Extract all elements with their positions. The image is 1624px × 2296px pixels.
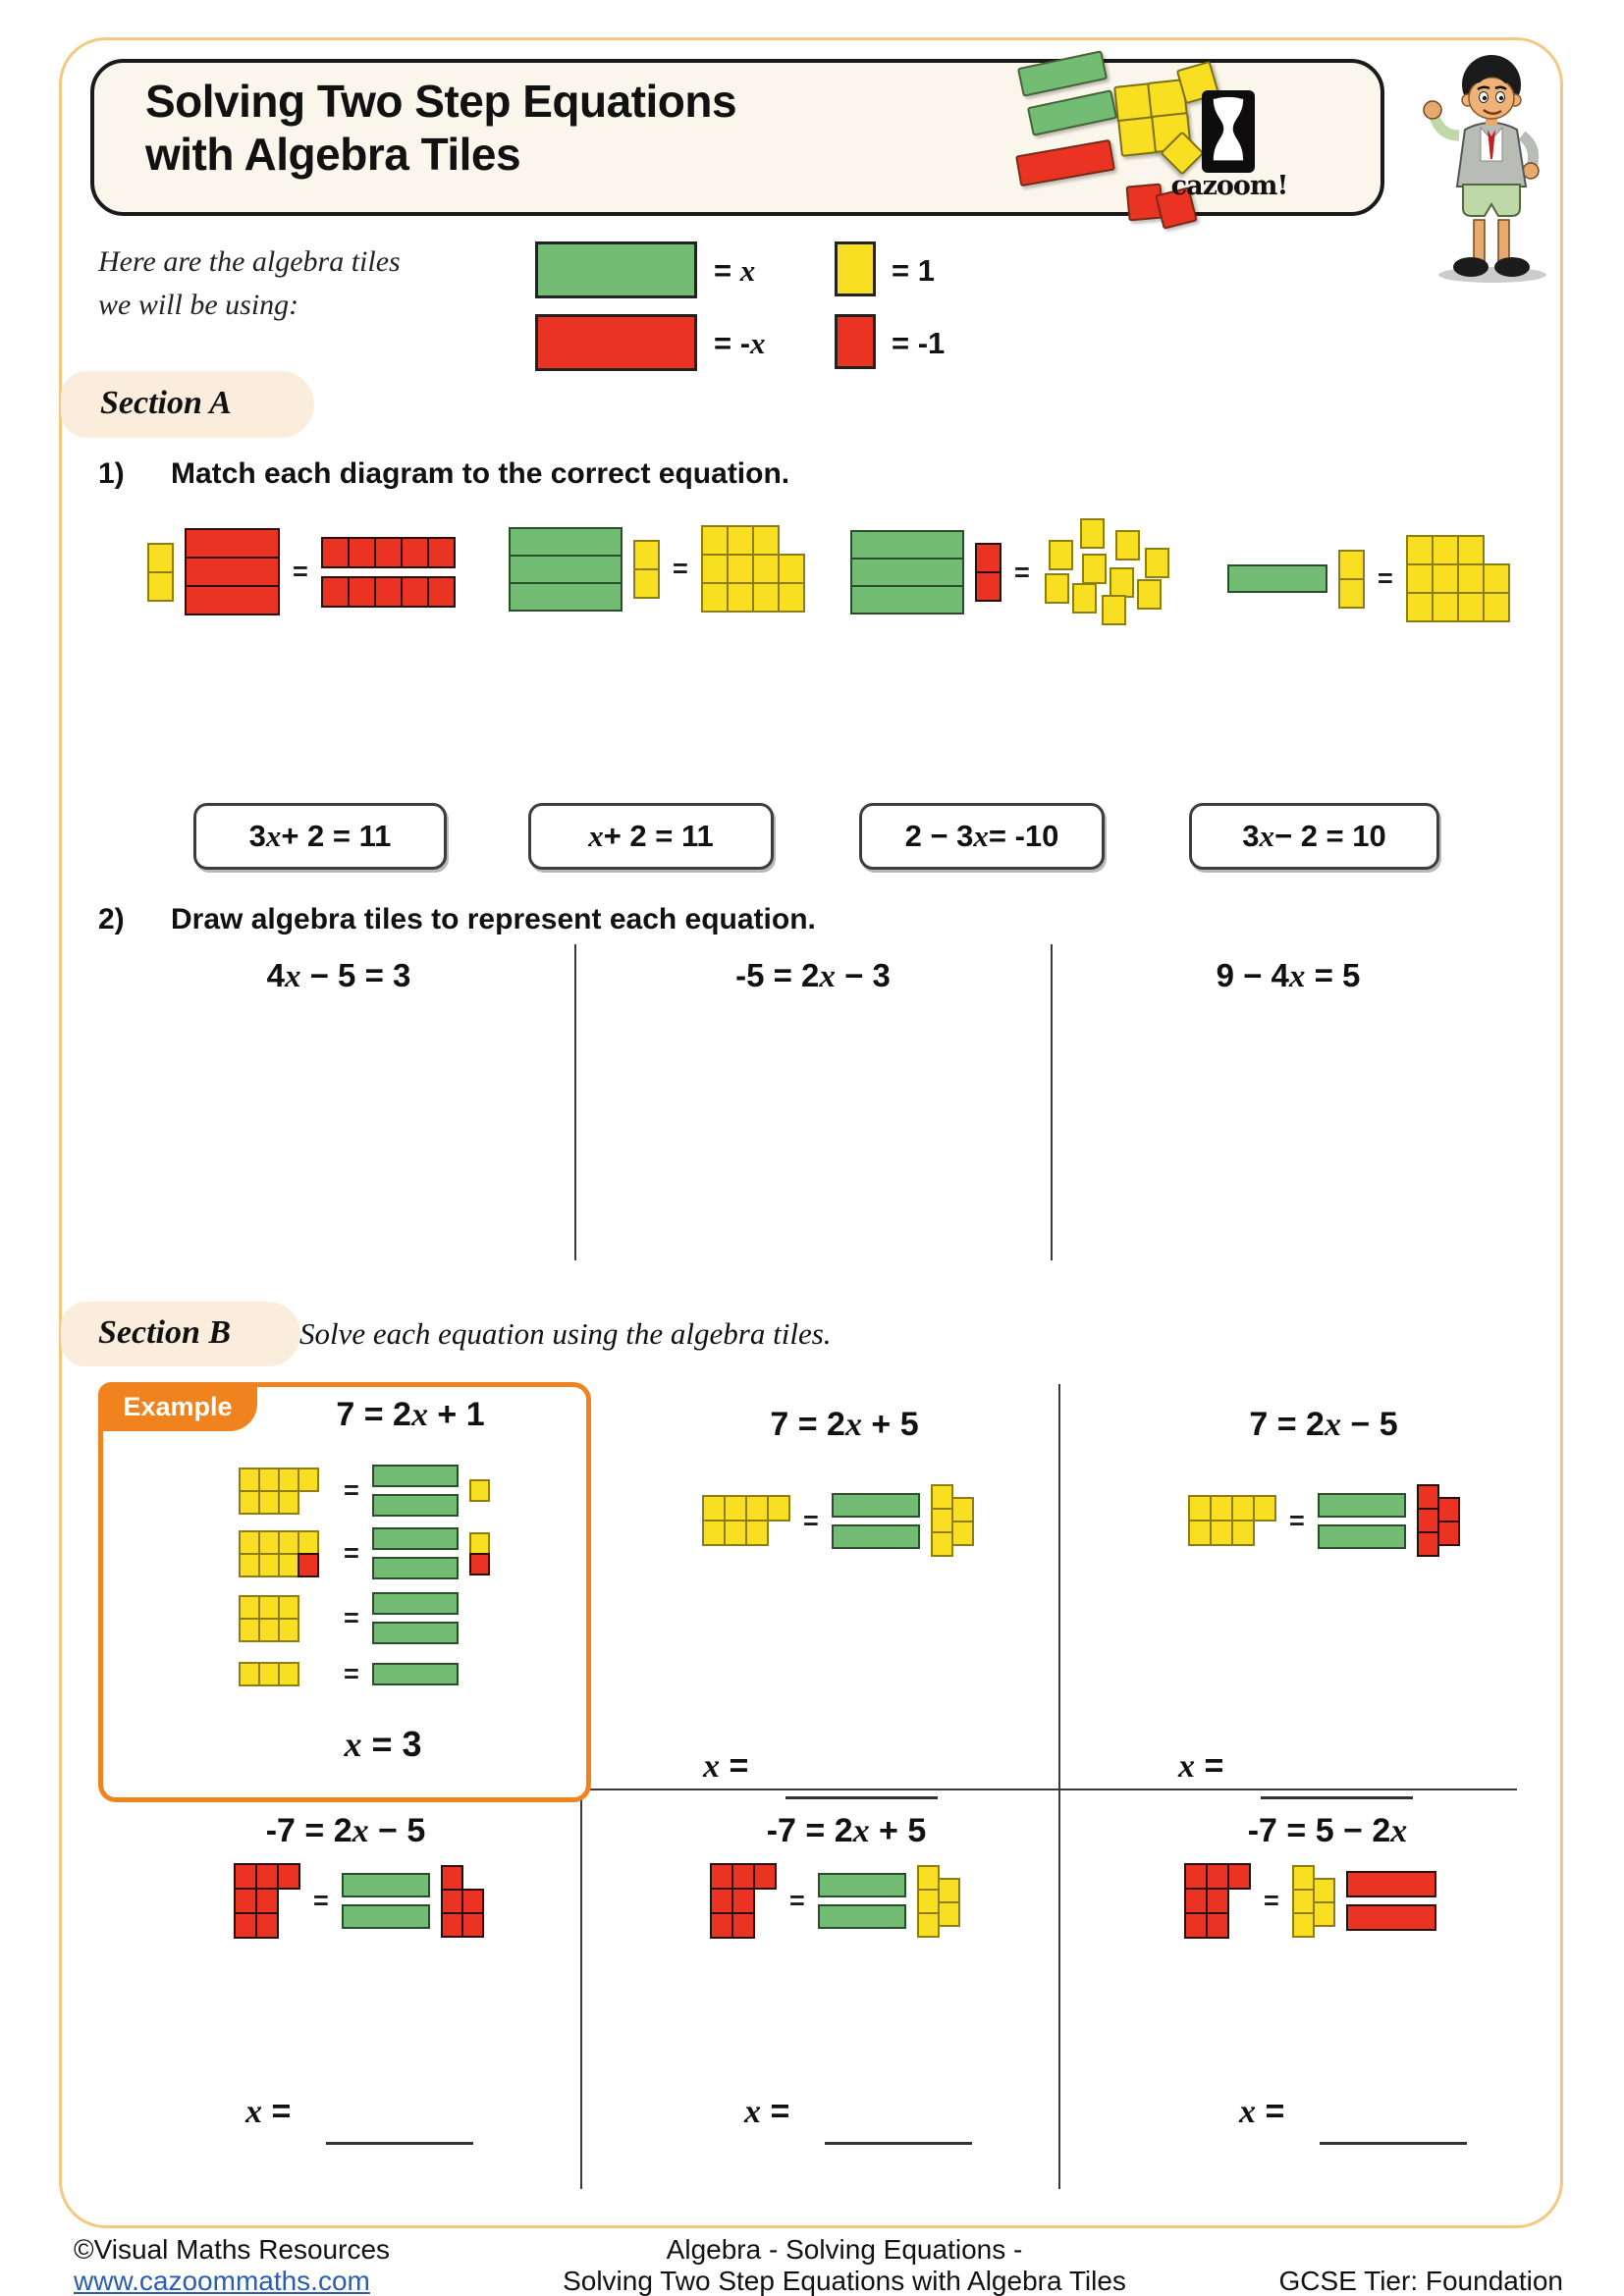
yellow-tile [931,1508,953,1533]
yellow-tile [1338,550,1365,580]
yellow-tile [258,1468,280,1492]
goblet-icon [1207,95,1250,168]
tile-group [975,543,1001,602]
key-label-x: = x [714,253,756,288]
yellow-tile [239,1618,260,1642]
red-tile [185,528,280,559]
equals-sign: = [1264,1886,1279,1915]
red-tile [461,1889,484,1914]
problem-5-equation: -7 = 5 − 2x [1247,1812,1408,1849]
yellow-tile [298,1468,319,1492]
key-intro-line2: we will be using: [98,289,299,321]
yellow-tile [1338,578,1365,609]
yellow-tile [1080,518,1105,549]
yellow-tile [701,525,729,556]
tile-group [1184,1863,1251,1939]
yellow-tile [931,1531,953,1557]
yellow-tile [1432,563,1459,594]
yellow-tile [1137,579,1162,610]
answer-blank[interactable] [1261,1757,1413,1799]
yellow-tile [278,1530,299,1555]
green-tile [372,1465,459,1487]
red-tile [185,557,280,587]
yellow-tile [258,1553,280,1577]
tile-group [701,525,805,613]
q1-number: 1) [98,457,125,490]
yellow-tile [778,554,805,584]
yellow-tile [258,1662,280,1686]
yellow-tile [917,1865,940,1891]
tile-group [239,1662,299,1686]
red-tile [321,576,350,608]
red-tile [234,1888,257,1914]
equation-card-3: 2 − 3 x = -10 [859,803,1105,870]
yellow-tile [278,1468,299,1492]
tile-group [832,1493,920,1549]
red-tile [234,1912,257,1939]
red-tile [710,1863,733,1890]
red-tile [1184,1912,1208,1939]
yellow-tile [239,1553,260,1577]
yellow-tile [1045,573,1069,604]
problem-2-answer-label: x = [1178,1747,1224,1785]
yellow-tile [1102,595,1126,625]
example-tab-label: Example [123,1391,233,1421]
equals-sign: = [789,1886,805,1915]
problem-5-tiles [1184,1863,1436,1939]
yellow-tile [1292,1912,1315,1938]
yellow-tile [702,1520,726,1546]
yellow-tile [1457,563,1485,594]
green-tile [850,585,964,614]
q2-equation-1: 4x − 5 = 3 [266,957,411,994]
key-green-bar-tile [535,241,697,298]
red-tile [348,576,376,608]
red-tile [427,576,456,608]
equals-sign: = [344,1538,359,1568]
red-tile [710,1888,733,1914]
example-step-2 [239,1527,490,1579]
yellow-tile [278,1618,299,1642]
red-tile [185,585,280,615]
yellow-tile [938,1878,960,1903]
answer-blank[interactable] [825,2103,972,2145]
red-tile [348,537,376,568]
section-b-col-divider-right [1058,1384,1060,2189]
red-tile [1184,1863,1208,1890]
yellow-tile [1210,1520,1233,1546]
yellow-tile [938,1901,960,1927]
yellow-tile [1432,535,1459,565]
yellow-tile [752,554,780,584]
red-tile [731,1888,755,1914]
yellow-tile [1313,1878,1335,1903]
tile-group [1318,1493,1406,1549]
yellow-tile [469,1532,490,1555]
key-label-one: = 1 [892,253,935,288]
example-step-4 [239,1659,459,1689]
section-b-instruction: Solve each equation using the algebra tiles. [299,1316,832,1351]
red-tile [1227,1863,1251,1890]
example-answer: x = 3 [344,1724,422,1764]
example-equation: 7 = 2x + 1 [336,1396,485,1433]
green-tile [818,1904,906,1929]
problem-3-equation: -7 = 2x − 5 [265,1812,426,1849]
q2-divider-1 [574,944,576,1260]
tile-group [342,1873,430,1929]
green-tile [509,527,623,557]
key-intro-line1: Here are the algebra tiles [98,245,401,278]
key-label-neg-x: = -x [714,326,766,360]
tile-group [239,1595,299,1642]
red-tile [277,1863,300,1890]
problem-1-tiles [702,1484,974,1557]
green-tile [342,1904,430,1929]
tile-group [1292,1865,1335,1938]
green-tile [509,582,623,612]
green-tile [1318,1524,1406,1549]
yellow-tile [239,1530,260,1555]
footer-tier: GCSE Tier: Foundation [1278,2266,1563,2296]
problem-1-equation: 7 = 2x + 5 [770,1406,919,1443]
yellow-tile [147,543,174,573]
yellow-tile [1406,592,1434,622]
yellow-tile [931,1484,953,1510]
problem-4-equation: -7 = 2x + 5 [766,1812,927,1849]
equals-sign: = [1014,557,1030,587]
cazoom-logo-text: cazoom! [1170,171,1288,201]
equals-sign: = [803,1505,819,1535]
yellow-tile [1483,592,1510,622]
yellow-tile [951,1497,974,1522]
green-tile [372,1663,459,1685]
tile-group [1338,550,1365,609]
tile-group [917,1865,960,1938]
yellow-tile [239,1662,260,1686]
red-tile [1346,1871,1436,1897]
tile-group [441,1865,484,1938]
red-tile [441,1889,463,1914]
tile-group [234,1863,300,1939]
tile-group [850,530,964,614]
tile-group [1346,1871,1436,1931]
tile-group [1227,564,1327,593]
yellow-tile [917,1912,940,1938]
red-tile [1346,1904,1436,1931]
red-tile [469,1553,490,1575]
yellow-tile [1110,567,1134,598]
yellow-tile [1072,583,1097,614]
yellow-tile [1406,535,1434,565]
problem-4-answer-label: x = [744,2093,790,2130]
key-yellow-square-tile [835,241,876,296]
red-tile [374,537,403,568]
red-tile [427,537,456,568]
red-tile [1184,1888,1208,1914]
equals-sign: = [313,1886,329,1915]
red-tile [1206,1912,1229,1939]
green-tile [372,1622,459,1644]
tile-group [185,528,280,615]
yellow-tile [1457,535,1485,565]
algebra-tile-diagram-3 [850,518,1172,626]
yellow-tile [633,540,660,570]
red-tile [731,1912,755,1939]
equals-sign: = [344,1475,359,1505]
q1-text: Match each diagram to the correct equation. [171,457,790,490]
footer-website-link[interactable]: www.cazoommaths.com [74,2266,370,2296]
yellow-tile [727,525,754,556]
answer-blank[interactable] [1320,2103,1467,2145]
green-tile [1318,1493,1406,1518]
yellow-tile [1231,1520,1255,1546]
algebra-tile-diagram-4 [1227,535,1510,622]
key-red-square-tile [835,314,876,369]
problem-1-answer-label: x = [703,1747,749,1785]
red-tile [1437,1497,1460,1522]
yellow-tile [258,1490,280,1515]
yellow-tile [727,582,754,613]
section-b-label: Section B [98,1314,232,1351]
red-tile [1437,1521,1460,1546]
yellow-tile [724,1495,747,1522]
key-red-bar-tile [535,314,697,371]
equals-sign: = [293,557,308,586]
green-tile [509,555,623,584]
key-label-neg-one: = -1 [892,326,946,360]
answer-blank[interactable] [785,1757,938,1799]
tile-group [372,1527,459,1579]
tile-group [1043,518,1172,626]
yellow-tile [1115,530,1140,561]
red-tile [461,1912,484,1938]
tile-group [469,1532,490,1575]
yellow-tile [702,1495,726,1522]
yellow-tile [239,1595,260,1620]
green-tile [372,1592,459,1615]
page-title-line2: with Algebra Tiles [145,129,521,180]
yellow-tile [278,1595,299,1620]
problem-5-answer-label: x = [1239,2093,1285,2130]
example-step-1 [239,1465,490,1517]
green-tile [850,530,964,560]
yellow-tile [258,1595,280,1620]
tile-group [147,543,174,602]
q2-text: Draw algebra tiles to represent each equation. [171,903,816,935]
yellow-tile [1292,1865,1315,1891]
red-tile [975,571,1001,602]
footer-credit: ©Visual Maths Resources [74,2234,391,2265]
tile-group [239,1468,319,1515]
red-tile [255,1912,279,1939]
red-tile [441,1912,463,1938]
tile-group [1188,1495,1276,1546]
yellow-tile [278,1490,299,1515]
yellow-tile [727,554,754,584]
equals-sign: = [1289,1505,1305,1535]
tile-group [1406,535,1510,622]
equation-card-4: 3 x − 2 = 10 [1189,803,1439,870]
tile-group [818,1873,906,1929]
example-tab [98,1382,257,1431]
boy-mascot-icon [1412,51,1569,292]
red-tile [298,1553,319,1577]
equation-card-1: 3 x + 2 = 11 [193,803,447,870]
page-title-line1: Solving Two Step Equations [145,76,737,127]
tile-group [469,1479,490,1502]
yellow-tile [1049,540,1073,570]
yellow-tile [745,1520,769,1546]
green-tile [832,1524,920,1549]
q2-number: 2) [98,903,125,935]
red-tile [1206,1888,1229,1914]
tile-group [239,1530,319,1577]
problem-3-answer-label: x = [245,2093,292,2130]
yellow-tile [701,582,729,613]
yellow-tile [778,582,805,613]
yellow-tile [1292,1889,1315,1914]
yellow-tile [745,1495,769,1522]
red-tile [255,1888,279,1914]
yellow-tile [1406,563,1434,594]
green-tile [850,558,964,587]
red-tile [321,537,350,568]
section-a-label: Section A [100,385,232,421]
tile-group [372,1465,459,1517]
yellow-tile [1313,1901,1335,1927]
red-tile [1206,1863,1229,1890]
algebra-tile-diagram-2 [509,525,805,613]
footer-topic-line1: Algebra - Solving Equations - [666,2234,1023,2265]
red-tile [753,1863,777,1890]
q2-equation-2: -5 = 2x − 3 [735,957,891,994]
tile-group [1417,1484,1460,1557]
problem-4-tiles [710,1863,960,1939]
example-step-3 [239,1592,459,1644]
yellow-tile [767,1495,790,1522]
yellow-tile [752,582,780,613]
red-tile [710,1912,733,1939]
problem-3-tiles [234,1863,484,1939]
equals-sign: = [344,1659,359,1688]
tile-group [633,540,660,599]
yellow-tile [633,568,660,599]
footer-topic-line2: Solving Two Step Equations with Algebra Tiles [563,2266,1126,2296]
q2-equation-3: 9 − 4x = 5 [1216,957,1361,994]
yellow-tile [1188,1495,1212,1522]
red-tile [1417,1484,1439,1510]
yellow-tile [469,1479,490,1502]
red-tile [1417,1508,1439,1533]
red-tile [1417,1531,1439,1557]
yellow-tile [1188,1520,1212,1546]
green-tile [832,1493,920,1518]
yellow-tile [258,1618,280,1642]
answer-blank[interactable] [326,2103,473,2145]
yellow-tile [1082,554,1107,584]
yellow-tile [147,571,174,602]
yellow-tile [1231,1495,1255,1522]
tile-group [321,537,456,608]
yellow-tile [1483,563,1510,594]
yellow-tile [239,1490,260,1515]
yellow-tile [1432,592,1459,622]
tile-group [372,1663,459,1685]
equals-sign: = [673,554,688,583]
yellow-tile [724,1520,747,1546]
red-tile [401,537,429,568]
green-tile [372,1557,459,1579]
equals-sign: = [344,1603,359,1632]
yellow-tile [917,1889,940,1914]
green-tile [372,1494,459,1517]
yellow-tile [1253,1495,1276,1522]
yellow-tile [951,1521,974,1546]
problem-2-tiles [1188,1484,1460,1557]
cazoom-logo-icon [1202,90,1255,173]
red-tile [255,1863,279,1890]
yellow-tile [1210,1495,1233,1522]
section-b-col-divider-left [580,1796,582,2189]
yellow-tile [752,525,780,556]
yellow-tile [298,1530,319,1555]
equation-card-2: x + 2 = 11 [528,803,774,870]
equals-sign: = [1378,563,1393,593]
q2-divider-2 [1051,944,1053,1260]
tile-group [710,1863,777,1939]
tile-group [931,1484,974,1557]
yellow-tile [1457,592,1485,622]
yellow-tile [701,554,729,584]
red-tile [401,576,429,608]
red-tile [234,1863,257,1890]
green-tile [818,1873,906,1897]
red-tile [731,1863,755,1890]
yellow-tile [1145,548,1169,578]
problem-2-equation: 7 = 2x − 5 [1249,1406,1398,1443]
tile-group [372,1592,459,1644]
tile-group [702,1495,790,1546]
algebra-tile-diagram-1 [147,528,456,615]
green-tile [342,1873,430,1897]
red-tile [441,1865,463,1891]
green-tile [372,1527,459,1550]
red-tile [374,576,403,608]
green-tile [1227,564,1327,593]
tile-group [509,527,623,612]
yellow-tile [278,1553,299,1577]
yellow-tile [239,1468,260,1492]
red-tile [975,543,1001,573]
yellow-tile [258,1530,280,1555]
yellow-tile [278,1662,299,1686]
